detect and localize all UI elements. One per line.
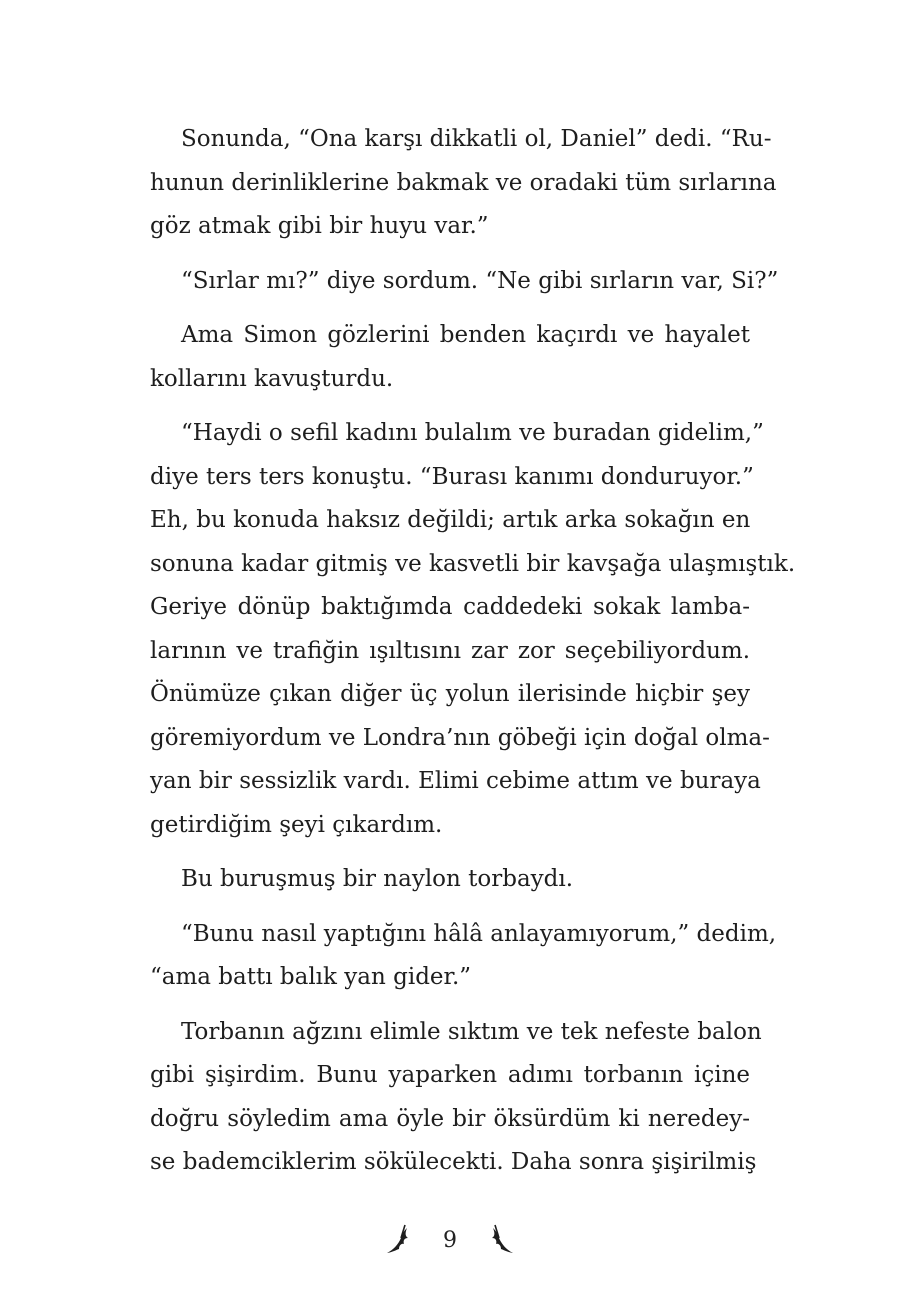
wing-ornament-right-icon <box>487 1223 517 1257</box>
text-line: “Sırlar mı?” diye sordum. “Ne gibi sırların var, Si?” <box>181 267 779 294</box>
text-line: Geriye dönüp baktığımda caddedeki sokak lamba- <box>150 594 750 620</box>
text-line: getirdiğim şeyi çıkardım. <box>150 811 443 838</box>
text-line: larının ve trafiğin ışıltısını zar zor seçebiliyordum. <box>150 637 750 664</box>
paragraph <box>150 260 779 304</box>
paragraph-gap <box>150 303 750 314</box>
text-line: yan bir sessizlik vardı. Elimi cebime attım ve buraya <box>150 768 761 794</box>
text-line: sonuna kadar gitmiş ve kasvetli bir kavşağa ulaşmıştık. <box>150 550 796 577</box>
text-line: kollarını kavuşturdu. <box>150 365 394 392</box>
paragraph <box>150 412 796 847</box>
page-body <box>150 118 796 1185</box>
text-line: diye ters ters konuştu. “Burası kanımı donduruyor.” <box>150 463 754 490</box>
text-line: Bu buruşmuş bir naylon torbaydı. <box>181 866 574 892</box>
text-line: Torbanın ağzını elimle sıktım ve tek nefeste balon <box>181 1018 762 1045</box>
paragraph-gap <box>150 902 750 913</box>
text-line: se bademciklerim sökülecekti. Daha sonra şişirilmiş <box>150 1149 757 1175</box>
text-line: hunun derinliklerine bakmak ve oradaki tüm sırlarına <box>150 169 777 196</box>
paragraph <box>150 118 777 249</box>
text-line: doğru söyledim ama öyle bir öksürdüm ki neredey- <box>150 1105 750 1132</box>
page-footer <box>0 1220 900 1260</box>
text-line: göz atmak gibi bir huyu var.” <box>150 213 489 239</box>
wing-ornament-left-icon <box>383 1223 413 1257</box>
paragraph <box>150 1011 762 1185</box>
paragraph <box>150 913 777 1000</box>
text-line: “Bunu nasıl yaptığını hâlâ anlayamıyorum,” dedim, <box>181 920 777 947</box>
paragraph-gap <box>150 249 750 260</box>
text-line: Sonunda, “Ona karşı dikkatli ol, Daniel” dedi. “Ru- <box>181 126 772 152</box>
text-line: Önümüze çıkan diğer üç yolun ilerisinde hiçbir şey <box>150 681 750 707</box>
paragraph-gap <box>150 1000 750 1011</box>
text-line: “Haydi o sefil kadını bulalım ve buradan gidelim,” <box>181 420 764 446</box>
text-line: Ama Simon gözlerini benden kaçırdı ve hayalet <box>181 322 750 348</box>
paragraph-gap <box>150 847 750 858</box>
paragraph-gap <box>150 401 750 412</box>
text-line: Eh, bu konuda haksız değildi; artık arka sokağın en <box>150 507 751 533</box>
text-line: göremiyordum ve Londra’nın göbeği için doğal olma- <box>150 724 770 751</box>
paragraph <box>150 858 750 902</box>
paragraph <box>150 314 750 401</box>
page-number: 9 <box>443 1227 457 1253</box>
text-line: “ama battı balık yan gider.” <box>150 964 472 990</box>
text-line: gibi şişirdim. Bunu yaparken adımı torbanın içine <box>150 1062 750 1088</box>
